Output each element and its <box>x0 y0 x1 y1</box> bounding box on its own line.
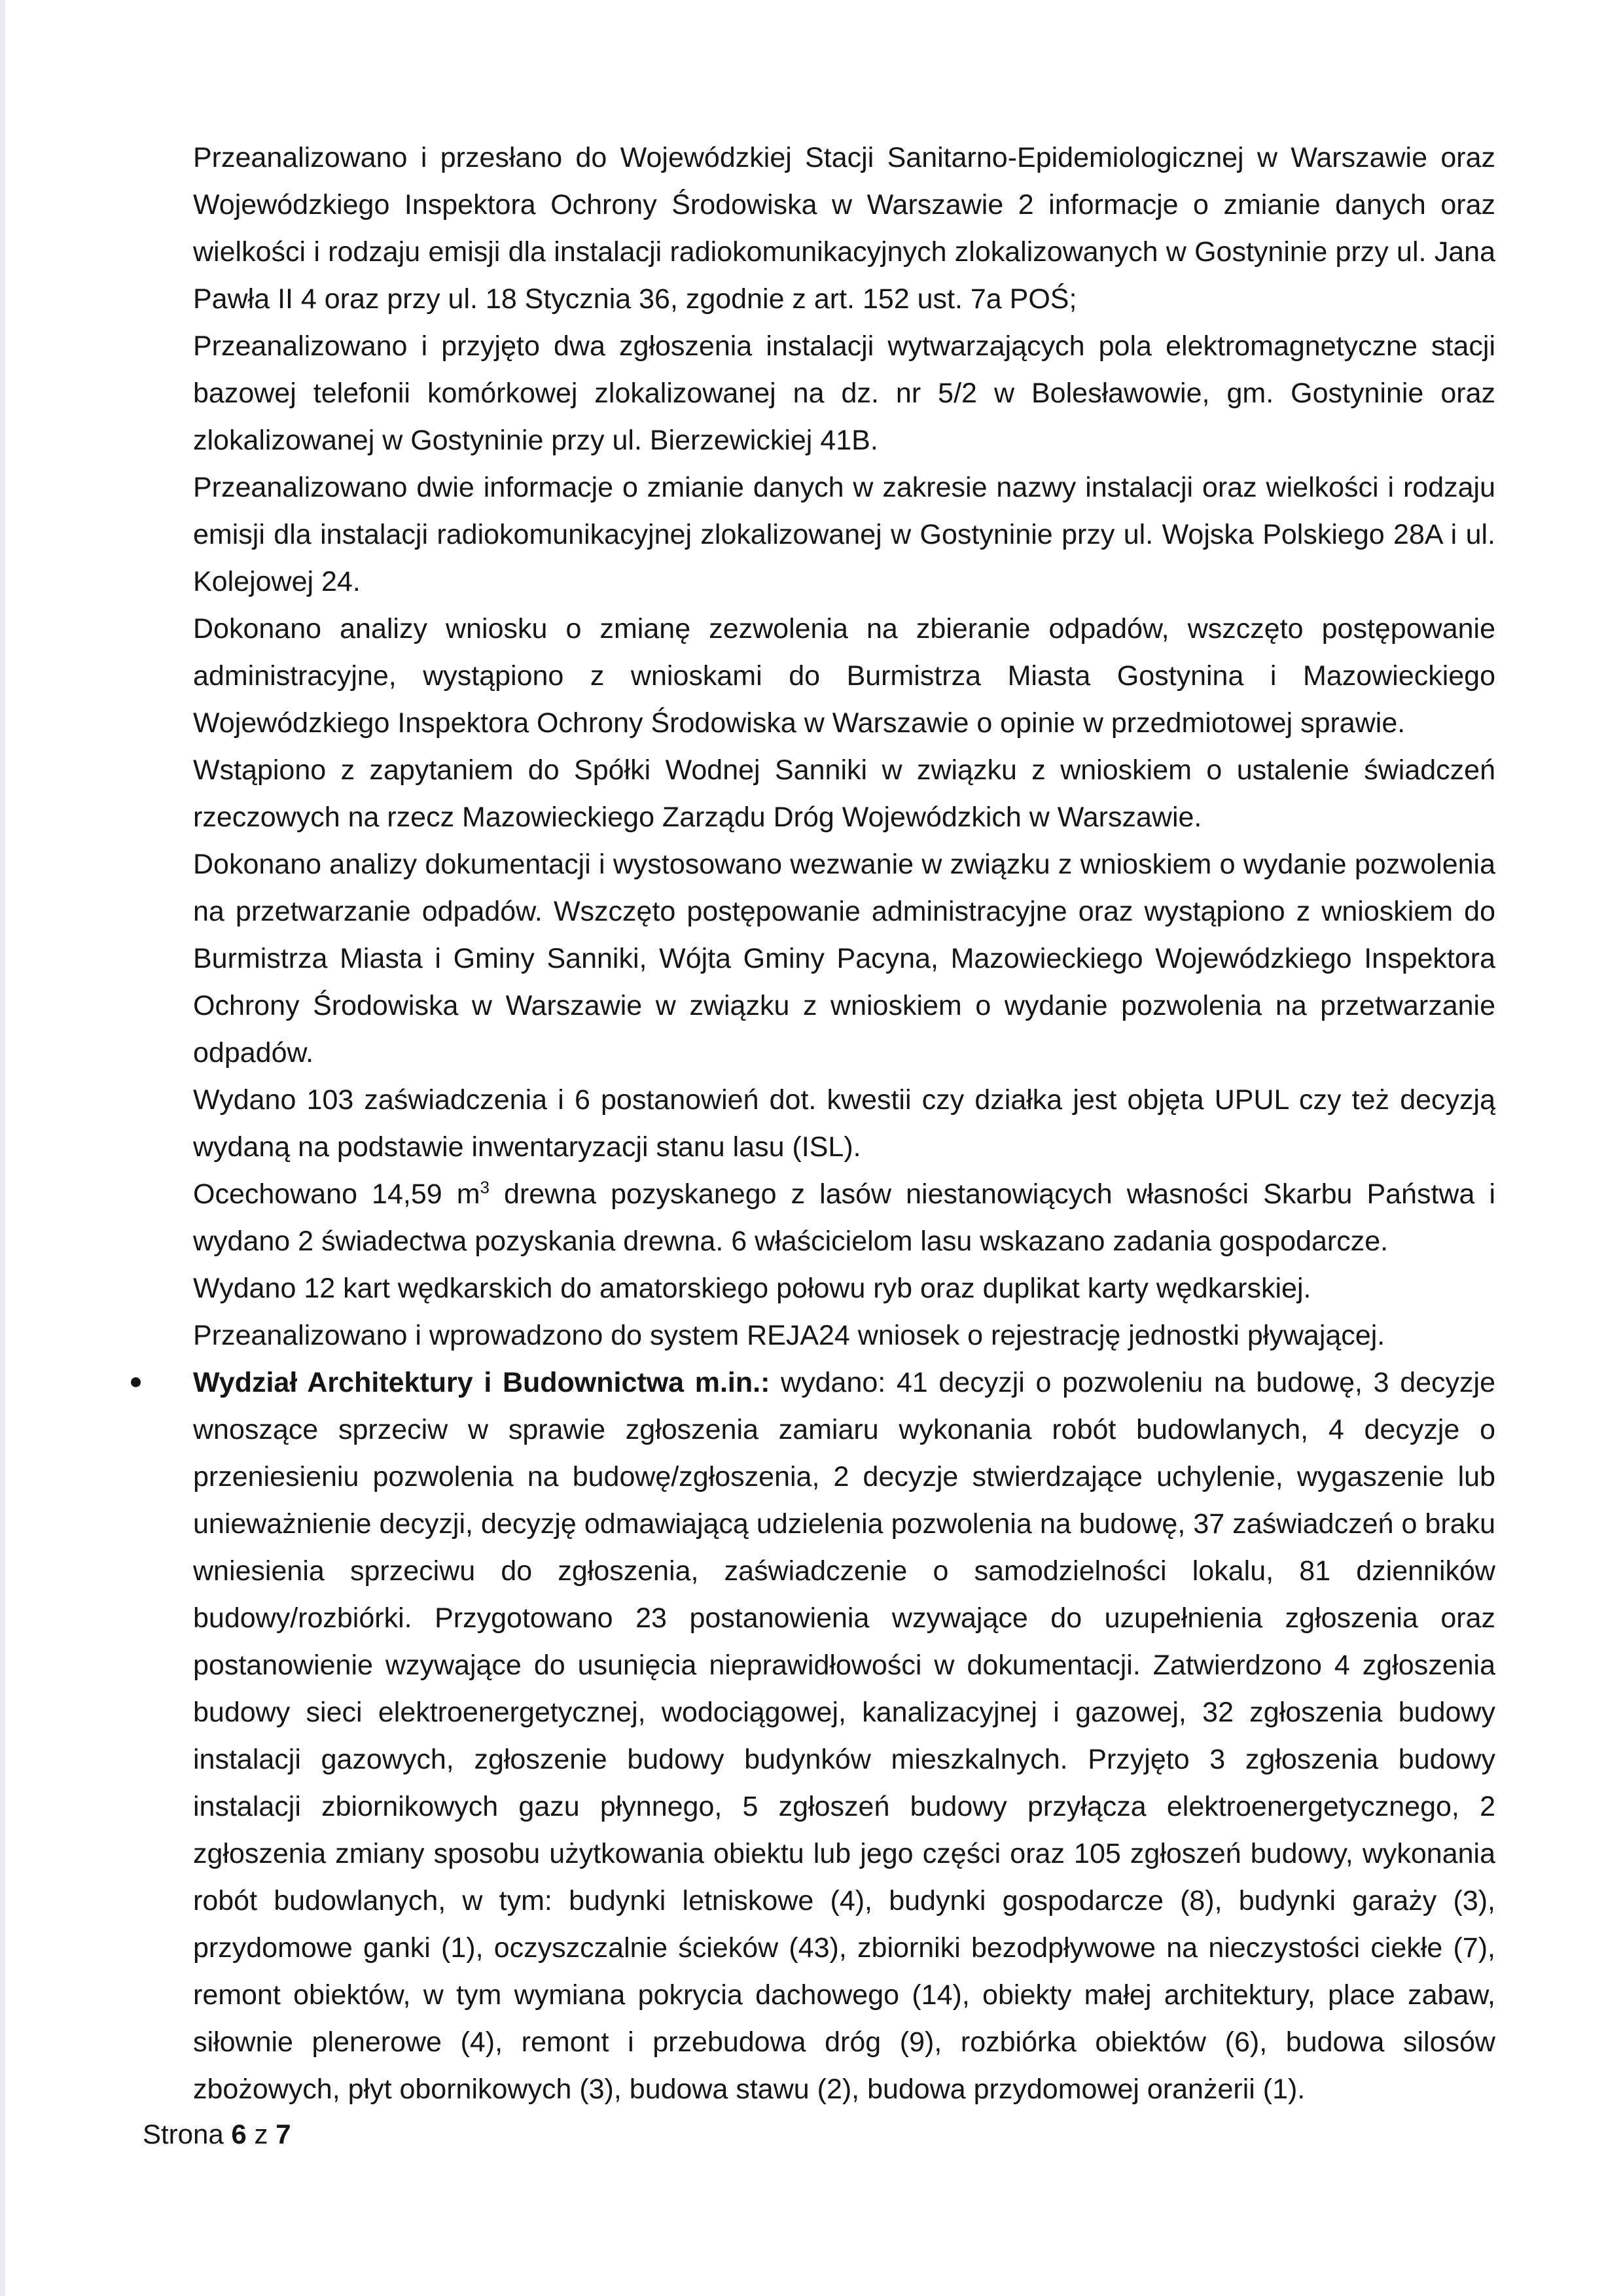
document-body <box>193 134 1495 2113</box>
bullet-icon <box>131 1377 141 1387</box>
footer-label: Strona <box>143 2119 224 2149</box>
paragraph-waste-processing-permit: Dokonano analizy dokumentacji i wystosowano wezwanie w związku z wnioskiem o wydanie pozwolenia na przetwarzanie odpadów. Wszczęto postępowanie administracyjne oraz wystąpiono z wnioskiem do Burmistrza Miasta i Gminy Sanniki, Wójta Gminy Pacyna, Mazowieckiego Wojewódzkiego Inspektora Ochrony Środowiska w Warszawie w związku z wnioskiem o wydanie pozwolenia na przetwarzanie odpadów. <box>193 849 1495 1069</box>
page-footer <box>143 2119 291 2150</box>
cubic-superscript: 3 <box>480 1177 490 1197</box>
footer-page-number: 6 <box>231 2119 247 2149</box>
bullet-paragraph <box>193 1359 1495 2113</box>
paragraph-emission-data-change: Przeanalizowano dwie informacje o zmianie danych w zakresie nazwy instalacji oraz wielkości i rodzaju emisji dla instalacji radiokomunikacyjnej zlokalizowanej w Gostyninie przy ul. Wojska Polskiego 28A i ul. Kolejowej 24. <box>193 472 1495 597</box>
department-text: wydano: 41 decyzji o pozwoleniu na budowę, 3 decyzje wnoszące sprzeciw w sprawie zgłoszenia zamiaru wykonania robót budowlanych, 4 decyzje o przeniesieniu pozwolenia na budowę/zgłoszenia, 2 decyzje stwierdzające uchylenie, wygaszenie lub unieważnienie decyzji, decyzję odmawiającą udzielenia pozwolenia na budowę, 37 zaświadczeń o braku wniesienia sprzeciwu do zgłoszenia, zaświadczenie o samodzielności lokalu, 81 dzienników budowy/rozbiórki. Przygotowano 23 postanowienia wzywające do uzupełnienia zgłoszenia oraz postanowienie wzywające do usunięcia nieprawidłowości w dokumentacji. Zatwierdzono 4 zgłoszenia budowy sieci elektroenergetycznej, wodociągowej, kanalizacyjnej i gazowej, 32 zgłoszenia budowy instalacji gazowych, zgłoszenie budowy budynków mieszkalnych. Przyjęto 3 zgłoszenia budowy instalacji zbiornikowych gazu płynnego, 5 zgłoszeń budowy przyłącza elektroenergetycznego, 2 zgłoszenia zmiany sposobu użytkowania obiektu lub jego części oraz 105 zgłoszeń budowy, wykonania robót budowlanych, w tym: budynki letniskowe (4), budynki gospodarcze (8), budynki garaży (3), przydomowe ganki (1), oczyszczalnie ścieków (43), zbiorniki bezodpływowe na nieczystości ciekłe (7), remont obiektów, w tym wymiana pokrycia dachowego (14), obiekty małej architektury, place zabaw, siłownie plenerowe (4), remont i przebudowa dróg (9), rozbiórka obiektów (6), budowa silosów zbożowych, płyt obornikowych (3), budowa stawu (2), budowa przydomowej oranżerii (1). <box>193 1367 1495 2105</box>
timber-text-start: Ocechowano 14,59 m <box>193 1178 480 1210</box>
paragraph-water-company-inquiry: Wstąpiono z zapytaniem do Spółki Wodnej Sanniki w związku z wnioskiem o ustalenie świadczeń rzeczowych na rzecz Mazowieckiego Zarządu Dróg Wojewódzkich w Warszawie. <box>193 754 1495 833</box>
paragraph-upul-certificates: Wydano 103 zaświadczenia i 6 postanowień dot. kwestii czy działka jest objęta UPUL czy też decyzją wydaną na podstawie inwentaryzacji stanu lasu (ISL). <box>193 1084 1495 1163</box>
scan-edge <box>0 0 5 2296</box>
paragraph-timber-marking <box>193 1171 1495 1265</box>
footer-separator: z <box>254 2119 268 2149</box>
paragraph-em-field-notifications: Przeanalizowano i przyjęto dwa zgłoszenia instalacji wytwarzających pola elektromagnetyczne stacji bazowej telefonii komórkowej zlokalizowanej na dz. nr 5/2 w Bolesławowie, gm. Gostyninie oraz zlokalizowanej w Gostyninie przy ul. Bierzewickiej 41B. <box>193 330 1495 456</box>
paragraph-reja24-registration: Przeanalizowano i wprowadzono do system REJA24 wniosek o rejestrację jednostki pływającej. <box>193 1320 1385 1351</box>
paragraph-radiocommunication-info: Przeanalizowano i przesłano do Wojewódzkiej Stacji Sanitarno-Epidemiologicznej w Warszawie oraz Wojewódzkiego Inspektora Ochrony Środowiska w Warszawie 2 informacje o zmianie danych oraz wielkości i rodzaju emisji dla instalacji radiokomunikacyjnych zlokalizowanych w Gostyninie przy ul. Jana Pawła II 4 oraz przy ul. 18 Stycznia 36, zgodnie z art. 152 ust. 7a POŚ; <box>193 142 1495 315</box>
paragraph-waste-collection-permit: Dokonano analizy wniosku o zmianę zezwolenia na zbieranie odpadów, wszczęto postępowanie administracyjne, wystąpiono z wnioskami do Burmistrza Miasta Gostynina i Mazowieckiego Wojewódzkiego Inspektora Ochrony Środowiska w Warszawie o opinie w przedmiotowej sprawie. <box>193 613 1495 739</box>
department-heading: Wydział Architektury i Budownictwa m.in.: <box>193 1367 770 1398</box>
paragraph-fishing-cards: Wydano 12 kart wędkarskich do amatorskiego połowu ryb oraz duplikat karty wędkarskiej. <box>193 1273 1311 1304</box>
footer-total-pages: 7 <box>276 2119 291 2149</box>
timber-text-end: drewna pozyskanego z lasów niestanowiących własności Skarbu Państwa i wydano 2 świadectwa pozyskania drewna. 6 właścicielom lasu wskazano zadania gospodarcze. <box>193 1178 1495 1257</box>
bullet-architecture-department <box>193 1359 1495 2113</box>
